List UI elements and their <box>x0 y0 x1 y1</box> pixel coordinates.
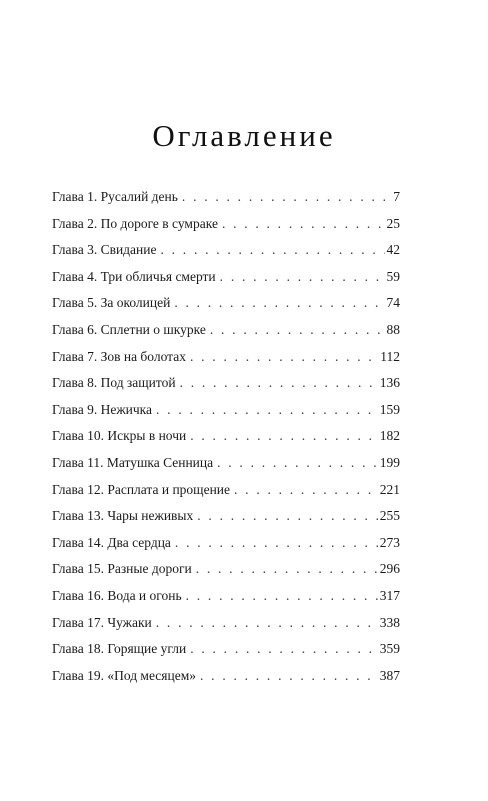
dot-leader <box>200 663 378 690</box>
toc-entry-title: Глава 2. По дороге в сумраке <box>52 215 218 231</box>
dot-leader <box>234 477 378 504</box>
toc-entry-page: 88 <box>386 321 400 337</box>
toc-entry <box>52 397 400 424</box>
toc-entry <box>52 610 400 637</box>
dot-leader <box>210 317 385 344</box>
toc-entry-title: Глава 11. Матушка Сенница <box>52 454 214 470</box>
toc-entry <box>52 211 400 238</box>
toc-entry-title: Глава 14. Два сердца <box>52 534 171 550</box>
toc-entry-title: Глава 8. Под защитой <box>52 375 176 391</box>
toc-entry-page: 296 <box>379 561 400 577</box>
toc-entry-title: Глава 7. Зов на болотах <box>52 348 186 364</box>
dot-leader <box>156 397 378 424</box>
toc-entry-page: 42 <box>386 242 400 258</box>
toc-entry-page: 221 <box>379 481 400 497</box>
toc-entry-page: 387 <box>379 667 400 683</box>
toc-entry-page: 112 <box>380 348 400 364</box>
toc-entry-page: 273 <box>379 534 400 550</box>
dot-leader <box>190 344 378 371</box>
toc-entry <box>52 450 400 477</box>
toc-entry <box>52 264 400 291</box>
toc-entry <box>52 636 400 663</box>
toc-entry <box>52 237 400 264</box>
toc-entry-title: Глава 1. Русалий день <box>52 189 178 204</box>
toc-entry <box>52 370 400 397</box>
dot-leader <box>186 583 378 610</box>
dot-leader <box>196 556 378 583</box>
toc-entry-title: Глава 15. Разные дороги <box>52 561 192 577</box>
toc-entry-page: 255 <box>379 508 400 524</box>
dot-leader <box>175 530 378 557</box>
dot-leader <box>182 184 391 211</box>
dot-leader <box>190 636 378 663</box>
dot-leader <box>161 237 385 264</box>
dot-leader <box>197 503 377 530</box>
toc-entry-title: Глава 5. За околицей <box>52 295 171 311</box>
toc-entry-page: 199 <box>379 454 400 470</box>
dot-leader <box>174 290 384 317</box>
toc-entry <box>52 556 400 583</box>
toc-entry-title: Глава 12. Расплата и прощение <box>52 481 231 497</box>
toc-entry-title: Глава 18. Горящие угли <box>52 641 187 657</box>
table-of-contents <box>52 184 400 689</box>
toc-entry-title: Глава 9. Нежичка <box>52 401 153 417</box>
toc-entry-title: Глава 16. Вода и огонь <box>52 587 182 603</box>
toc-entry-page: 25 <box>386 215 400 231</box>
dot-leader <box>190 423 378 450</box>
toc-entry-page: 182 <box>379 428 400 444</box>
toc-entry-title: Глава 6. Сплетни о шкурке <box>52 321 206 337</box>
toc-entry <box>52 663 400 690</box>
toc-entry-page: 338 <box>379 614 400 630</box>
toc-entry <box>52 477 400 504</box>
dot-leader <box>217 450 378 477</box>
toc-entry-page: 317 <box>379 587 400 603</box>
toc-entry-page: 7 <box>393 189 400 204</box>
toc-entry-page: 59 <box>386 268 400 284</box>
toc-entry-page: 359 <box>379 641 400 657</box>
toc-entry-title: Глава 4. Три обличья смерти <box>52 268 216 284</box>
toc-entry <box>52 344 400 371</box>
toc-entry-title: Глава 13. Чары неживых <box>52 508 194 524</box>
dot-leader <box>222 211 385 238</box>
toc-entry <box>52 290 400 317</box>
toc-entry-title: Глава 19. «Под месяцем» <box>52 667 197 683</box>
toc-entry-page: 74 <box>386 295 400 311</box>
toc-entry <box>52 423 400 450</box>
dot-leader <box>156 610 378 637</box>
page-title: Оглавление <box>152 118 336 153</box>
toc-entry-page: 159 <box>379 401 400 417</box>
toc-entry-title: Глава 3. Свидание <box>52 242 157 258</box>
toc-entry <box>52 503 400 530</box>
dot-leader <box>180 370 378 397</box>
toc-entry <box>52 583 400 610</box>
toc-entry <box>52 184 400 211</box>
toc-entry-title: Глава 10. Искры в ночи <box>52 428 187 444</box>
toc-entry-page: 136 <box>379 375 400 391</box>
toc-entry <box>52 530 400 557</box>
toc-entry <box>52 317 400 344</box>
toc-entry-title: Глава 17. Чужаки <box>52 614 152 630</box>
dot-leader <box>220 264 385 291</box>
